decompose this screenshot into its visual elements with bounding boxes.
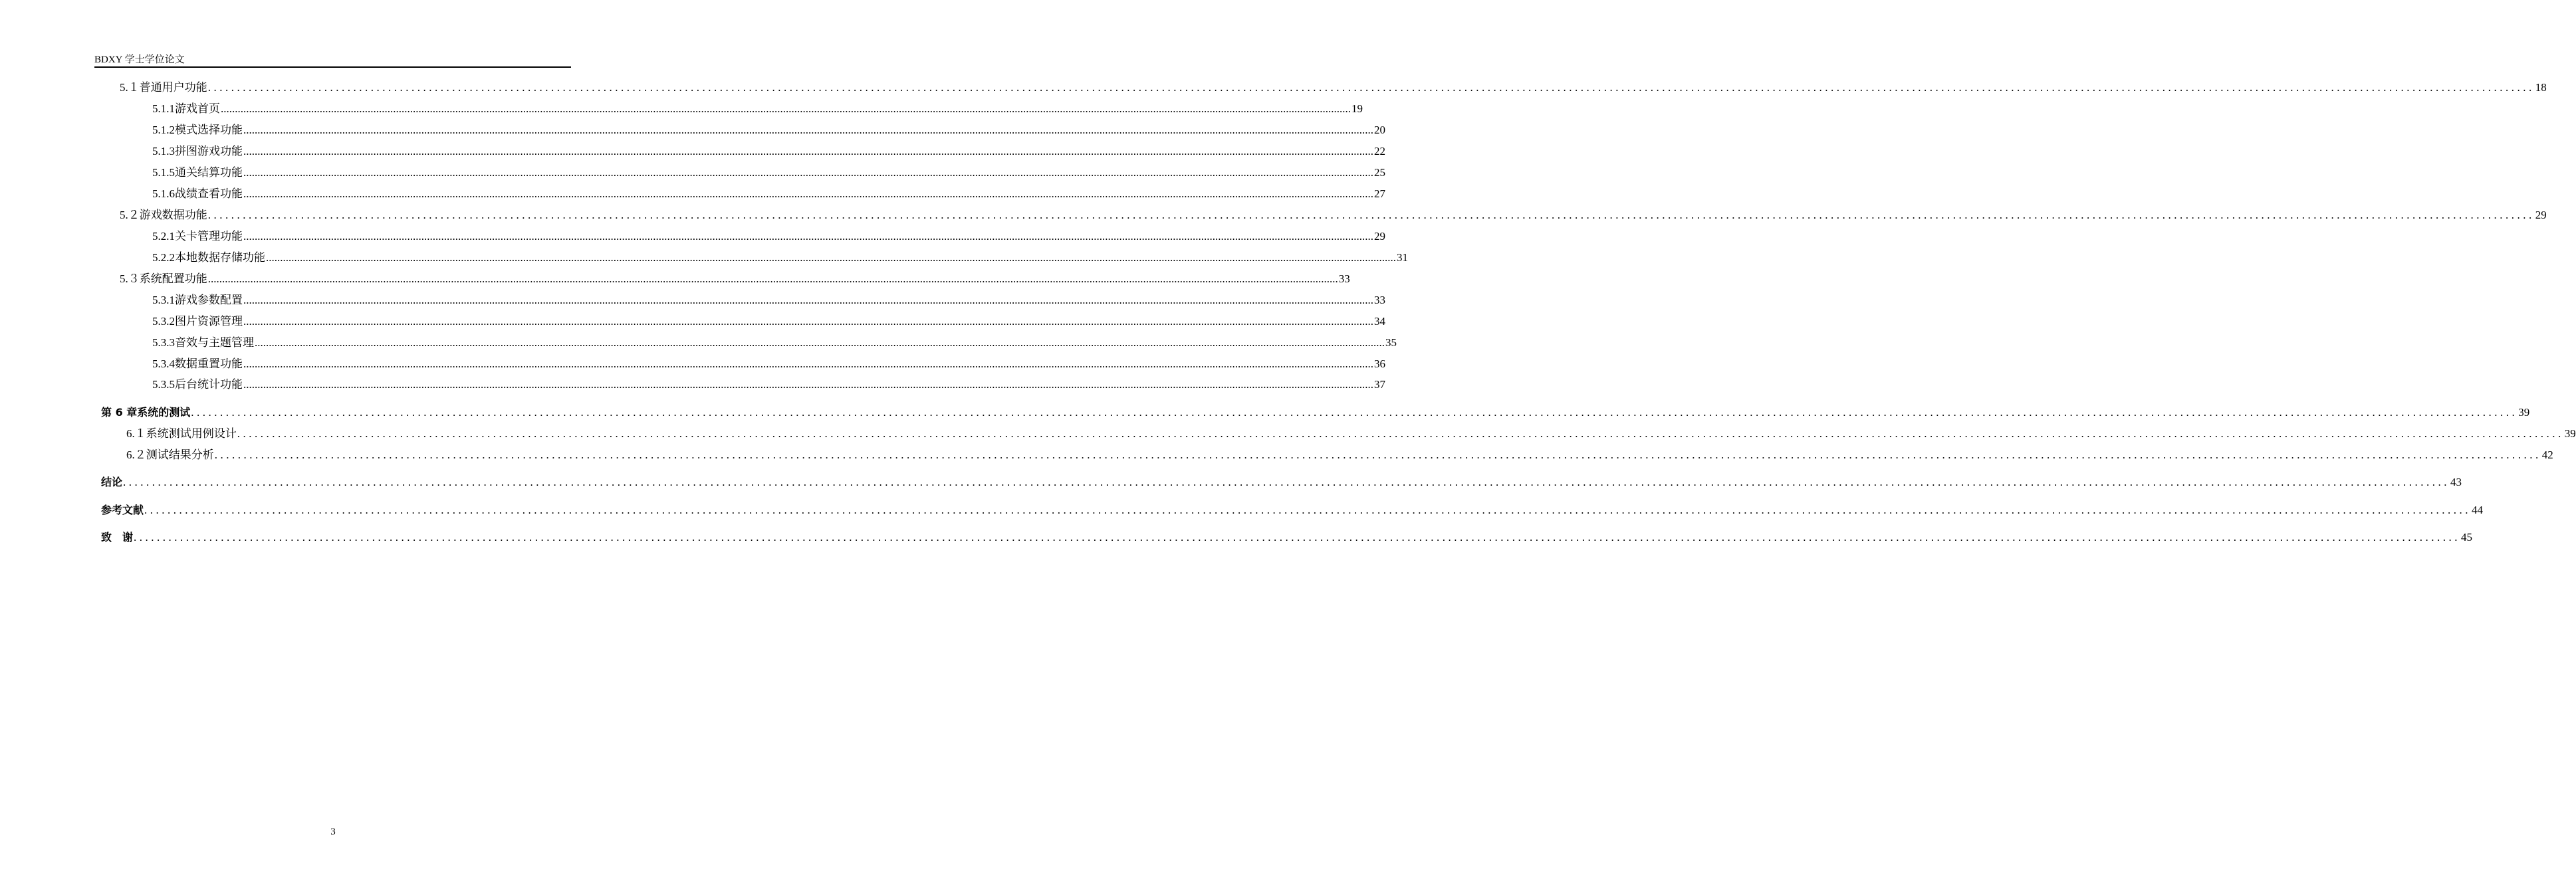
toc-entry-number: 6.１ xyxy=(126,427,146,440)
toc-entry-title: 数据重置功能 xyxy=(175,357,243,370)
toc-entry-page: 35 xyxy=(1385,336,1397,349)
toc-entry-title: 模式选择功能 xyxy=(175,124,243,136)
toc-entry-page: 19 xyxy=(1351,102,1363,115)
toc-entry-page: 29 xyxy=(2535,209,2547,221)
toc-entry-number: 6.２ xyxy=(126,448,146,461)
toc-entry-page: 45 xyxy=(2461,531,2473,544)
toc-entry-page: 39 xyxy=(2518,406,2530,419)
toc-dot-leader: ................................................................................................................................................................................................................................................................................................................................................................................................................ xyxy=(243,145,1373,157)
toc-entry-title: 结论 xyxy=(101,476,123,488)
toc-entry-title: 通关结算功能 xyxy=(175,166,243,179)
toc-entry xyxy=(152,123,1385,138)
toc-entry-page: 37 xyxy=(1374,378,1385,391)
toc-entry xyxy=(152,165,1385,180)
toc-dot-leader: ................................................................................................................................................................................................................................................................................................................................................................................................................ xyxy=(243,357,1373,370)
toc-entry-page: 36 xyxy=(1374,357,1385,370)
toc-entry-title: 游戏参数配置 xyxy=(175,294,243,306)
toc-entry-page: 44 xyxy=(2472,504,2484,516)
toc-entry-number: 第 6 章 xyxy=(101,406,138,419)
toc-entry-title: 后台统计功能 xyxy=(175,378,243,391)
toc-entry-number: 5.3.1 xyxy=(152,294,175,306)
toc-entry-page: 25 xyxy=(1374,166,1385,179)
toc-dot-leader: ................................................................................................................................................................................................................................................................................................................................................................................................................ xyxy=(243,187,1373,200)
toc-entry xyxy=(152,336,1397,350)
toc-entry-number: 5.２ xyxy=(120,209,140,221)
toc-entry-number: 5.1.2 xyxy=(152,124,175,136)
toc-entry-title: 系统配置功能 xyxy=(139,272,207,285)
toc-entry-page: 34 xyxy=(1374,315,1385,328)
toc-dot-leader: ................................................................................................................................................................................................................................................................................................................................................................................................................ xyxy=(243,315,1373,328)
toc-entry-title: 致 谢 xyxy=(101,531,134,544)
toc-entry-title: 音效与主题管理 xyxy=(175,336,254,349)
toc-entry-title: 本地数据存储功能 xyxy=(175,251,265,264)
toc-entry xyxy=(152,144,1385,159)
toc-entry-page: 33 xyxy=(1374,294,1385,306)
toc-dot-leader: ................................................................................................................................................................................................................................................................................................................................................................................................................ xyxy=(123,476,2450,488)
toc-entry xyxy=(152,250,1408,265)
toc-entry xyxy=(101,405,2530,420)
toc-entry xyxy=(101,475,2462,490)
toc-entry-title: 系统的测试 xyxy=(137,406,191,419)
toc-dot-leader: ................................................................................................................................................................................................................................................................................................................................................................................................................ xyxy=(237,427,2564,440)
toc-entry-number: 5.1.5 xyxy=(152,166,175,179)
toc-entry-title: 测试结果分析 xyxy=(146,448,214,461)
toc-entry-number: 5.1.1 xyxy=(152,102,175,115)
toc-dot-leader: ................................................................................................................................................................................................................................................................................................................................................................................................................ xyxy=(243,230,1373,243)
toc-dot-leader: ................................................................................................................................................................................................................................................................................................................................................................................................................ xyxy=(243,166,1373,179)
toc-dot-leader: ................................................................................................................................................................................................................................................................................................................................................................................................................ xyxy=(207,272,1338,285)
toc-entry-title: 参考文献 xyxy=(101,504,144,516)
toc-entry-page: 42 xyxy=(2541,448,2553,461)
toc-entry-number: 5.2.1 xyxy=(152,230,175,243)
toc-entry-number: 5.3.4 xyxy=(152,357,175,370)
toc-entry-title: 游戏首页 xyxy=(175,102,220,115)
toc-entry-title: 游戏数据功能 xyxy=(139,209,207,221)
toc-dot-leader: ................................................................................................................................................................................................................................................................................................................................................................................................................ xyxy=(243,124,1373,136)
toc-entry-page: 22 xyxy=(1374,145,1385,157)
toc-entry-number: 5.3.3 xyxy=(152,336,175,349)
toc-entry xyxy=(120,208,2547,223)
toc-entry-page: 20 xyxy=(1374,124,1385,136)
toc-dot-leader: ................................................................................................................................................................................................................................................................................................................................................................................................................ xyxy=(144,504,2472,516)
toc-entry-page: 43 xyxy=(2450,476,2462,488)
toc-dot-leader: ................................................................................................................................................................................................................................................................................................................................................................................................................ xyxy=(243,294,1373,306)
toc-entry xyxy=(120,80,2547,95)
toc-entry-title: 关卡管理功能 xyxy=(175,230,243,243)
toc-dot-leader: ................................................................................................................................................................................................................................................................................................................................................................................................................ xyxy=(134,531,2461,544)
toc-entry xyxy=(152,357,1385,371)
toc-dot-leader: ................................................................................................................................................................................................................................................................................................................................................................................................................ xyxy=(214,448,2541,461)
toc-entry xyxy=(152,293,1385,308)
toc-entry-page: 33 xyxy=(1338,272,1350,285)
toc-entry-page: 18 xyxy=(2535,81,2547,94)
toc-entry-title: 普通用户功能 xyxy=(139,81,207,94)
toc-entry-number: 5.３ xyxy=(120,272,140,285)
toc-dot-leader: ................................................................................................................................................................................................................................................................................................................................................................................................................ xyxy=(221,102,1351,115)
toc-entry xyxy=(152,377,1385,392)
toc-entry-number: 5.1.6 xyxy=(152,187,175,200)
toc-dot-leader: ................................................................................................................................................................................................................................................................................................................................................................................................................ xyxy=(243,378,1373,391)
toc-dot-leader: ................................................................................................................................................................................................................................................................................................................................................................................................................ xyxy=(207,209,2535,221)
toc-dot-leader: ................................................................................................................................................................................................................................................................................................................................................................................................................ xyxy=(207,81,2535,94)
toc-dot-leader: ................................................................................................................................................................................................................................................................................................................................................................................................................ xyxy=(191,406,2518,419)
header-rule xyxy=(94,66,571,68)
toc-dot-leader: ................................................................................................................................................................................................................................................................................................................................................................................................................ xyxy=(255,336,1385,349)
toc-entry-title: 战绩查看功能 xyxy=(175,187,243,200)
toc-entry xyxy=(101,530,2473,545)
toc-entry-number: 5.１ xyxy=(120,81,140,94)
running-header: BDXY 学士学位论文 xyxy=(94,54,185,65)
toc-entry-page: 39 xyxy=(2564,427,2576,440)
toc-entry-title: 系统测试用例设计 xyxy=(146,427,237,440)
toc-dot-leader: ................................................................................................................................................................................................................................................................................................................................................................................................................ xyxy=(266,251,1396,264)
toc-entry xyxy=(152,102,1363,116)
toc-entry xyxy=(152,187,1385,201)
toc-entry-title: 图片资源管理 xyxy=(175,315,243,328)
toc-entry xyxy=(126,448,2553,462)
toc-entry xyxy=(101,503,2484,518)
toc-entry-title: 拼图游戏功能 xyxy=(175,145,243,157)
toc-entry-number: 5.2.2 xyxy=(152,251,175,264)
toc-entry-number: 5.3.5 xyxy=(152,378,175,391)
page-number: 3 xyxy=(330,827,336,837)
toc-entry xyxy=(120,272,1350,286)
toc-entry xyxy=(152,229,1385,244)
toc-entry xyxy=(126,427,2576,441)
toc-entry-page: 29 xyxy=(1374,230,1385,243)
toc-entry-page: 31 xyxy=(1397,251,1408,264)
toc-entry xyxy=(152,314,1385,329)
toc-entry-page: 27 xyxy=(1374,187,1385,200)
toc-entry-number: 5.1.3 xyxy=(152,145,175,157)
toc-entry-number: 5.3.2 xyxy=(152,315,175,328)
